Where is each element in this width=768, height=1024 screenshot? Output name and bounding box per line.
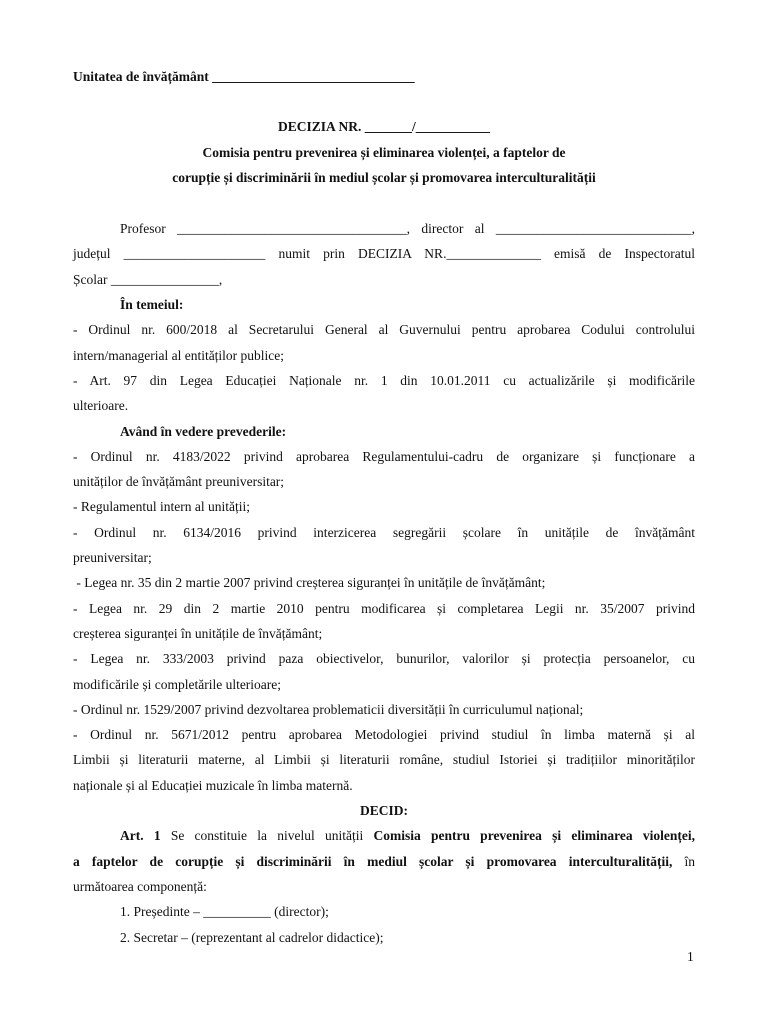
article-1-line-3: următoarea componență: [73,878,207,894]
basis-item-2b: ulterioare. [73,398,129,414]
article-commission-name-1: Comisia pentru prevenirea și eliminarea violenței, [373,828,695,844]
provision-3a: - Ordinul nr. 6134/2016 privind interzicerea segregării școlare în unitățile de învățământ [73,524,695,540]
provision-6b: modificările și completările ulterioare; [73,676,282,692]
provision-5a: - Legea nr. 29 din 2 martie 2010 pentru modificarea și completarea Legii nr. 35/2007 privind [73,600,695,616]
provision-8c: naționale și al Educației muzicale în limba maternă. [73,777,353,793]
unit-line [73,64,695,89]
intro-line-3: Școlar ________________, [73,271,223,287]
unit-label: Unitatea de învățământ [73,69,209,84]
provision-1a: - Ordinul nr. 4183/2022 privind aprobarea Regulamentului-cadru de organizare și funcționare a [73,448,695,464]
basis-heading: În temeiul: [120,297,184,313]
article-1-line-2 [73,849,695,874]
provision-8a: - Ordinul nr. 5671/2012 pentru aprobarea Metodologiei privind studiul în limba maternă și al [73,727,695,743]
provision-4: - Legea nr. 35 din 2 martie 2007 privind creșterea siguranței în unitățile de învățământ; [73,575,546,591]
basis-item-1b: intern/managerial al entităților publice; [73,347,285,363]
article-text-2: în [672,853,695,869]
unit-blank: ______________________________ [212,69,415,84]
provisions-heading: Având în vedere prevederile: [120,423,287,439]
provision-6a: - Legea nr. 333/2003 privind paza obiectivelor, bunurilor, valorilor și protecția persoanelor, cu [73,651,695,667]
provision-1b: unităților de învățământ preuniversitar; [73,474,285,490]
provision-2: - Regulamentul intern al unității; [73,499,250,515]
decision-number: DECIZIA NR. _______/___________ [278,119,490,135]
intro-line-2: județul _____________________ numit prin DECIZIA NR.______________ emisă de Inspectoratul [73,246,695,262]
page-number: 1 [687,949,694,964]
provision-5b: creșterea siguranței în unitățile de învățământ; [73,625,323,641]
title-line-2: corupție și discriminării în mediul școlar și promovarea interculturalității [172,169,596,185]
article-label: Art. 1 [120,828,161,844]
member-2: 2. Secretar – (reprezentant al cadrelor didactice); [120,929,384,945]
basis-item-2a: - Art. 97 din Legea Educației Naționale nr. 1 din 10.01.2011 cu actualizările și modificările [73,372,695,388]
document-page [73,64,695,950]
basis-item-1a: - Ordinul nr. 600/2018 al Secretarului General al Guvernului pentru aprobarea Codului controlului [73,322,695,338]
article-text-1: Se constituie la nivelul unității [160,828,374,844]
title-line-1: Comisia pentru prevenirea și eliminarea violenței, a faptelor de [202,144,566,160]
provision-3b: preuniversitar; [73,550,152,566]
provision-7: - Ordinul nr. 1529/2007 privind dezvoltarea problematicii diversității în curriculumul național; [73,701,584,717]
intro-line-1: Profesor __________________________________, director al _____________________________, [120,221,695,237]
decide-heading: DECID: [359,803,408,819]
article-commission-name-2: a faptelor de corupție și discriminării în mediul școlar și promovarea interculturalității, [73,853,673,869]
provision-8b: Limbii și literaturii materne, al Limbii și literaturii române, studiul Istoriei și tradițiilor minorităților [73,752,695,768]
member-1: 1. Președinte – __________ (director); [120,904,329,920]
article-1-line-1 [73,823,695,848]
